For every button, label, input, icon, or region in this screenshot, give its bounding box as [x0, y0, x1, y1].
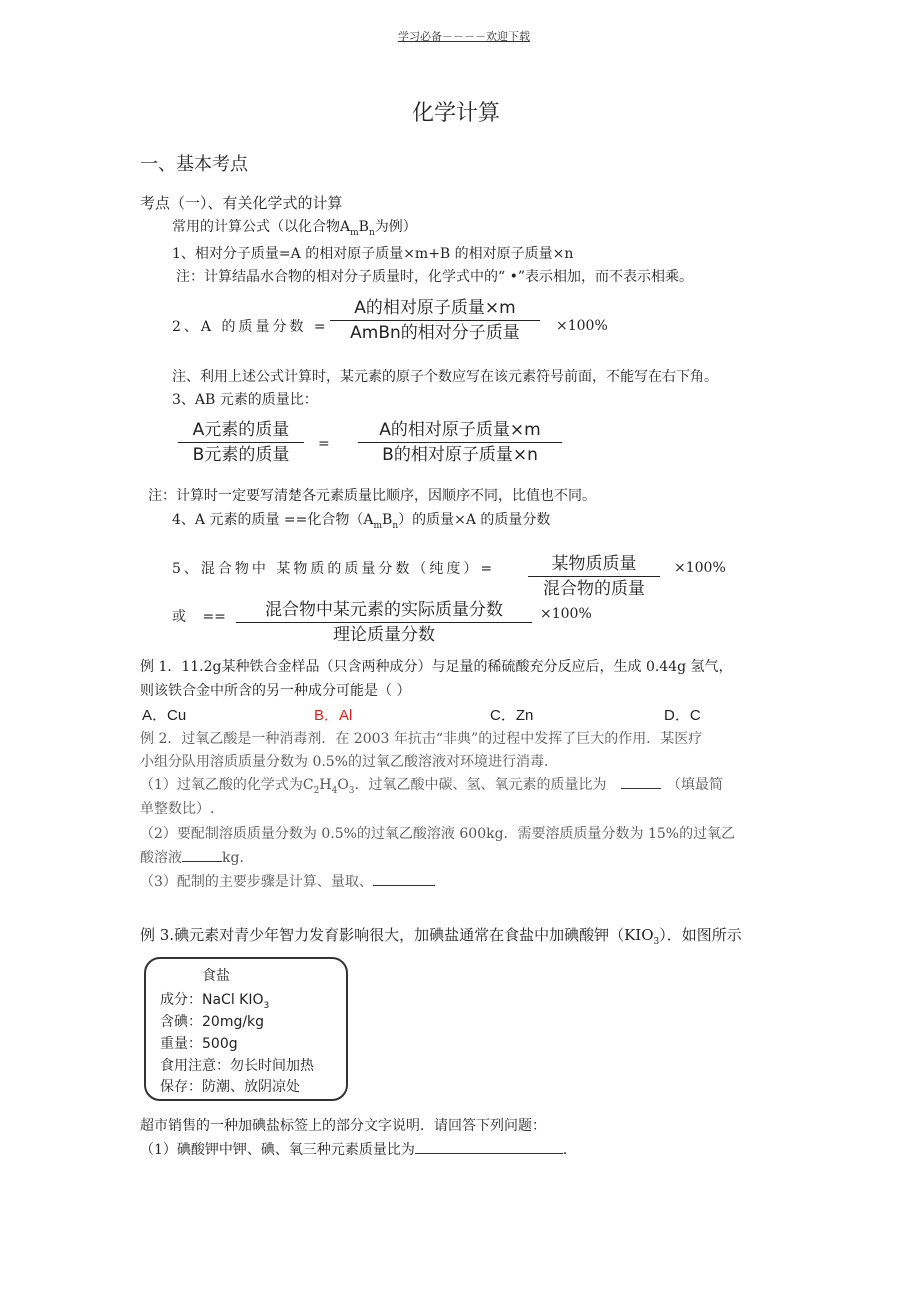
example-1-text: 例 1．11.2g某种铁合金样品（只含两种成分）与足量的稀硫酸充分反应后，生成 0.44g 氢气， [140, 659, 733, 675]
example-2-text-2: 小组分队用溶质质量分数为 0.5%的过氧乙酸溶液对环境进行消毒． [140, 754, 559, 770]
option-d: D．C [664, 707, 701, 724]
topic-heading: 考点（一）、有关化学式的计算 [140, 194, 343, 212]
purity-formula: 某物质质量 混合物的质量 [528, 553, 660, 600]
or-label: 或 == [172, 609, 226, 625]
example-2-text: 例 2．过氧乙酸是一种消毒剂．在 2003 年抗击“非典”的过程中发挥了巨大的作用．某医疗 [140, 731, 703, 747]
answer-blank[interactable] [182, 847, 222, 862]
salt-label-image [144, 957, 348, 1101]
example-3-text: 例 3.碘元素对青少年智力发育影响很大，加碘盐通常在食盐中加碘酸钾$(KIO_3)$．如图所示 [140, 926, 742, 947]
percent-factor: ×100% [540, 606, 592, 622]
formula-3-title: 3、AB 元素的质量比： [172, 392, 318, 408]
element-mass-ratio: A元素的质量 B元素的质量 [178, 419, 304, 466]
note-2: 注、利用上述公式计算时，某元素的原子个数应写在该元素符号前面，不能写在右下角。 [172, 369, 718, 385]
percent-factor: ×100% [674, 560, 726, 576]
section-heading: 一、基本考点 [140, 154, 248, 175]
answer-blank[interactable] [415, 1139, 563, 1154]
formula-2-lead: 2、A 的质量分数 = [172, 319, 329, 335]
page-header: 学习必备－－－－欢迎下载 [398, 30, 530, 43]
salt-label-storage: 保存：防潮、放阴凉处 [160, 1079, 300, 1095]
example-2-q1-cont: 单整数比）. [140, 801, 215, 817]
example-2-q3: （3）配制的主要步骤是计算、量取、 [140, 871, 435, 891]
answer-blank[interactable] [373, 871, 435, 886]
salt-label-weight: 重量：500g [160, 1036, 238, 1052]
answer-blank[interactable] [621, 774, 661, 789]
formula-4: 4、A 元素的质量 ==化合物$(A_mB_n)$的质量×A 的质量分数 [172, 512, 551, 531]
formula-intro: 常用的计算公式（以化合物$A_mB_n$为例） [172, 219, 417, 238]
note-3: 注：计算时一定要写清楚各元素质量比顺序，因顺序不同，比值也不同。 [148, 488, 596, 504]
percent-factor: ×100% [556, 318, 608, 334]
formula-5-lead: 5、混合物中 某物质的质量分数（纯度）= [172, 561, 496, 577]
example-1-question: 则该铁合金中所含的另一种成分可能是（ ） [140, 683, 411, 699]
element-purity-formula: 混合物中某元素的实际质量分数 理论质量分数 [236, 599, 532, 646]
salt-label-ingredients: 成分：NaCl $KIO_3$ [160, 992, 270, 1011]
formula-1: 1、相对分子质量=A 的相对原子质量×m+B 的相对原子质量×n [172, 246, 574, 262]
mass-fraction-formula: A的相对原子质量×m AmBn的相对分子质量 [330, 297, 540, 344]
note-1: 注：计算结晶水合物的相对分子质量时，化学式中的“ •”表示相加，而不表示相乘。 [176, 269, 694, 285]
salt-label-usage: 食用注意：勿长时间加热 [160, 1058, 314, 1074]
example-2-q2-cont: 酸溶液 kg． [140, 847, 253, 867]
salt-label-iodine: 含碘：20mg/kg [160, 1014, 265, 1030]
salt-label-title: 食盐 [202, 968, 230, 984]
option-a: A．Cu [142, 707, 187, 724]
example-3-intro: 超市销售的一种加碘盐标签上的部分文字说明．请回答下列问题： [140, 1118, 546, 1134]
equals-sign: = [318, 436, 330, 452]
example-3-q1: （1）碘酸钾中钾、碘、氧三种元素质量比为 ． [140, 1139, 577, 1159]
atomic-mass-ratio: A的相对原子质量×m B的相对原子质量×n [358, 419, 562, 466]
example-2-q2: （2）要配制溶质质量分数为 0.5%的过氧乙酸溶液 600kg．需要溶质质量分数为 15%的过氧乙 [140, 826, 736, 842]
example-2-q1: （1）过氧乙酸的化学式为$C_2H_4O_3$．过氧乙酸中碳、氢、氧元素的质量比为 （填最简 [140, 774, 723, 796]
option-b-answer: B．Al [314, 707, 353, 724]
option-c: C．Zn [490, 707, 534, 724]
document-title: 化学计算 [412, 101, 501, 126]
